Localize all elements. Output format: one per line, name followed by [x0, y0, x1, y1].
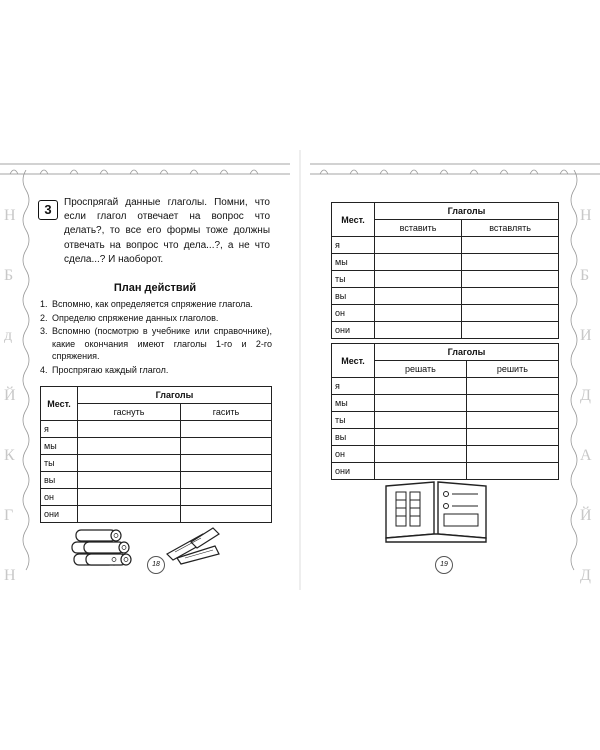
- answer-cell[interactable]: [78, 438, 181, 455]
- page-number-left: 18: [147, 556, 165, 574]
- decorative-border-top: [0, 150, 600, 190]
- answer-cell[interactable]: [375, 378, 467, 395]
- verb-header: решить: [466, 361, 558, 378]
- answer-cell[interactable]: [462, 322, 559, 339]
- book-spine: [299, 150, 301, 590]
- svg-text:Д: Д: [580, 567, 591, 584]
- verb-header: вставлять: [462, 220, 559, 237]
- firewood-icon: [163, 524, 225, 566]
- answer-cell[interactable]: [466, 395, 558, 412]
- pronoun-cell: я: [332, 378, 375, 395]
- pronoun-cell: вы: [332, 429, 375, 446]
- svg-text:Б: Б: [580, 267, 590, 284]
- pronoun-cell: ты: [41, 455, 78, 472]
- plan-step: 3. Вспомню (посмотрю в учебнике или справочнике), какие окончания имеют глаголы 1-го и 2-го спряжения.: [40, 326, 272, 361]
- answer-cell[interactable]: [181, 421, 272, 438]
- pronoun-cell: он: [332, 305, 375, 322]
- svg-text:Й: Й: [580, 507, 592, 524]
- pronoun-cell: они: [332, 322, 375, 339]
- answer-cell[interactable]: [375, 412, 467, 429]
- answer-cell[interactable]: [78, 455, 181, 472]
- answer-cell[interactable]: [375, 271, 462, 288]
- task-number: 3: [38, 200, 58, 220]
- answer-cell[interactable]: [466, 463, 558, 480]
- answer-cell[interactable]: [466, 378, 558, 395]
- svg-text:Д: Д: [580, 387, 591, 404]
- answer-cell[interactable]: [375, 237, 462, 254]
- svg-text:А: А: [580, 447, 592, 464]
- answer-cell[interactable]: [78, 506, 181, 523]
- plan-step: 1. Вспомню, как определяется спряжение глагола.: [40, 299, 253, 309]
- header-pronoun: Мест.: [332, 344, 375, 378]
- pronoun-cell: ты: [332, 412, 375, 429]
- answer-cell[interactable]: [375, 288, 462, 305]
- svg-text:Н: Н: [4, 207, 16, 224]
- answer-cell[interactable]: [466, 446, 558, 463]
- answer-cell[interactable]: [181, 455, 272, 472]
- answer-cell[interactable]: [78, 472, 181, 489]
- svg-text:д: д: [4, 327, 13, 344]
- conjugation-table-3: [331, 343, 559, 480]
- task-instruction: Проспрягай данные глаголы. Помни, что если глагол отвечает на вопрос что делать?, то все его формы тоже должны отвечать на вопрос что дела...?, а не что сдела...? И наоборот.: [64, 197, 270, 265]
- pronoun-cell: вы: [332, 288, 375, 305]
- logs-icon: [70, 522, 132, 570]
- svg-text:Н: Н: [4, 567, 16, 584]
- verb-header: решать: [375, 361, 467, 378]
- header-verbs: Глаголы: [375, 203, 559, 220]
- answer-cell[interactable]: [375, 446, 467, 463]
- answer-cell[interactable]: [78, 421, 181, 438]
- answer-cell[interactable]: [375, 395, 467, 412]
- svg-text:Й: Й: [4, 387, 16, 404]
- answer-cell[interactable]: [375, 254, 462, 271]
- decorative-letters-left: [0, 170, 30, 590]
- answer-cell[interactable]: [181, 472, 272, 489]
- svg-text:И: И: [580, 327, 592, 344]
- verb-header: вставить: [375, 220, 462, 237]
- header-verbs: Глаголы: [375, 344, 559, 361]
- conjugation-table-2: [331, 202, 559, 339]
- svg-text:Б: Б: [4, 267, 14, 284]
- pronoun-cell: я: [41, 421, 78, 438]
- pronoun-cell: я: [332, 237, 375, 254]
- pronoun-cell: мы: [41, 438, 78, 455]
- answer-cell[interactable]: [181, 438, 272, 455]
- answer-cell[interactable]: [462, 237, 559, 254]
- answer-cell[interactable]: [462, 288, 559, 305]
- answer-cell[interactable]: [462, 254, 559, 271]
- pronoun-cell: они: [332, 463, 375, 480]
- verb-header: гасить: [181, 404, 272, 421]
- pronoun-cell: он: [332, 446, 375, 463]
- answer-cell[interactable]: [462, 305, 559, 322]
- svg-text:Н: Н: [580, 207, 592, 224]
- page-number-right: 19: [435, 556, 453, 574]
- answer-cell[interactable]: [466, 429, 558, 446]
- plan-title: План действий: [113, 282, 197, 294]
- pronoun-cell: вы: [41, 472, 78, 489]
- answer-cell[interactable]: [466, 412, 558, 429]
- decorative-letters-right: [570, 170, 600, 590]
- plan-step: 4. Проспрягаю каждый глагол.: [40, 364, 169, 375]
- answer-cell[interactable]: [462, 271, 559, 288]
- header-pronoun: Мест.: [332, 203, 375, 237]
- pronoun-cell: ты: [332, 271, 375, 288]
- answer-cell[interactable]: [181, 506, 272, 523]
- header-pronoun: Мест.: [41, 387, 78, 421]
- verb-header: гаснуть: [78, 404, 181, 421]
- plan-steps: [40, 298, 272, 377]
- svg-text:К: К: [4, 447, 15, 464]
- answer-cell[interactable]: [181, 489, 272, 506]
- pronoun-cell: они: [41, 506, 78, 523]
- pronoun-cell: мы: [332, 254, 375, 271]
- answer-cell[interactable]: [375, 463, 467, 480]
- conjugation-table-1: [40, 386, 272, 523]
- pronoun-cell: он: [41, 489, 78, 506]
- svg-text:Г: Г: [4, 507, 14, 524]
- answer-cell[interactable]: [78, 489, 181, 506]
- answer-cell[interactable]: [375, 322, 462, 339]
- answer-cell[interactable]: [375, 305, 462, 322]
- answer-cell[interactable]: [375, 429, 467, 446]
- plan-step: 2. Определю спряжение данных глаголов.: [40, 312, 219, 323]
- open-book-icon: [382, 478, 490, 544]
- pronoun-cell: мы: [332, 395, 375, 412]
- header-verbs: Глаголы: [78, 387, 272, 404]
